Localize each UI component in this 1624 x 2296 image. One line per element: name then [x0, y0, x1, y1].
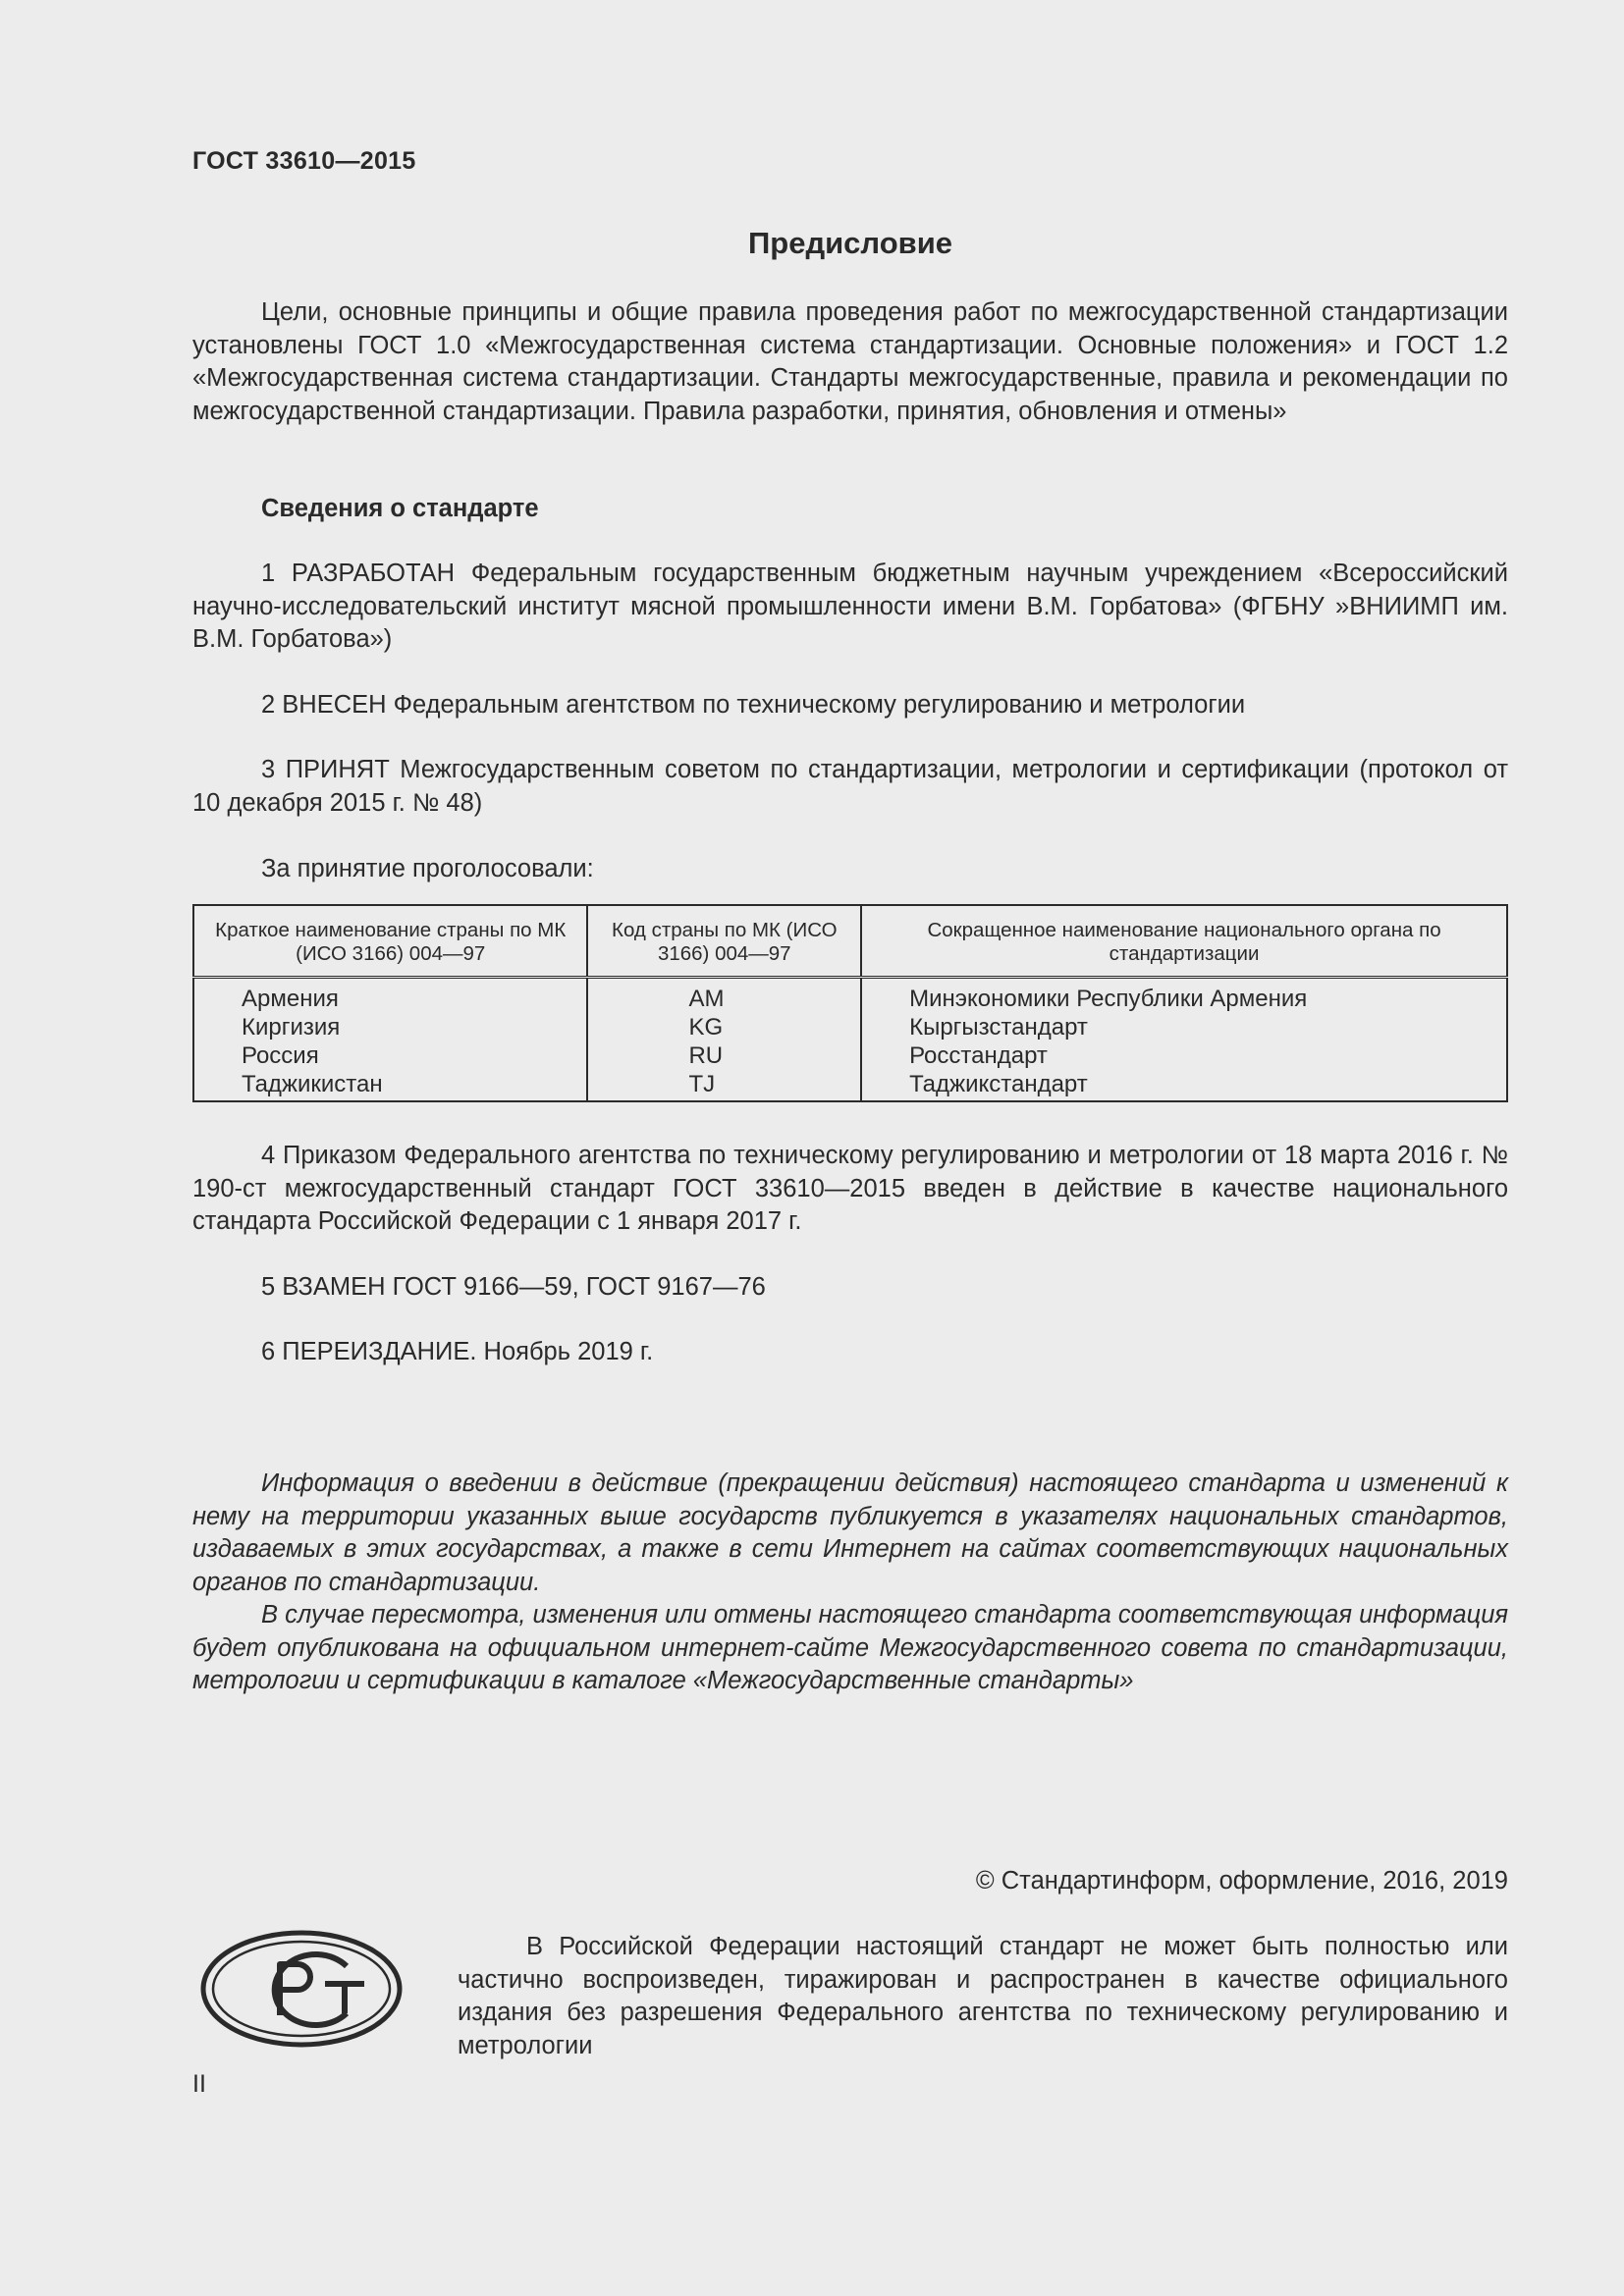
- table-cell: Армения: [242, 986, 339, 1012]
- info-paragraph-1: Информация о введении в действие (прекращении действия) настоящего стандарта и изменений к нему на территории указанных выше государств публикуется в указателях национальных стандартов, издаваемых в этих государствах, а также в сети Интернет на сайтах соответствующих национальных органов по стандартизации.: [192, 1469, 1508, 1596]
- table-cell: AM: [688, 986, 725, 1012]
- table-body-row: [193, 978, 1507, 1102]
- page-number: II: [192, 2070, 206, 2098]
- page-title: Предисловие: [747, 226, 952, 260]
- item-2-introduced: 2 ВНЕСЕН Федеральным агентством по техническому регулированию и метрологии: [261, 691, 1246, 719]
- table-cell: TJ: [688, 1071, 716, 1097]
- info-paragraph-2: В случае пересмотра, изменения или отмены настоящего стандарта соответствующая информация будет опубликована на официальном интернет-сайте Межгосударственного совета по стандартизации, метрологии и сертификации в каталоге «Межгосударственные стандарты»: [192, 1601, 1508, 1694]
- table-cell: RU: [688, 1042, 724, 1069]
- reproduction-notice: В Российской Федерации настоящий стандарт не может быть полностью или частично воспроизведен, тиражирован и распространен в качестве официального издания без разрешения Федерального агентства по техническому регулированию и метрологии: [458, 1933, 1508, 2059]
- item-6-reissue: 6 ПЕРЕИЗДАНИЕ. Ноябрь 2019 г.: [261, 1338, 654, 1365]
- table-cell: Минэкономики Республики Армения: [909, 986, 1308, 1012]
- item-1-developed: 1 РАЗРАБОТАН Федеральным государственным бюджетным научным учреждением «Всероссийский научно-исследовательский институт мясной промышленности имени В.М. Горбатова» (ФГБНУ »ВНИИМП им. В.М. Горбатова»): [192, 560, 1508, 653]
- voted-label: За принятие проголосовали:: [261, 855, 594, 882]
- item-5-replaces: 5 ВЗАМЕН ГОСТ 9166—59, ГОСТ 9167—76: [261, 1273, 766, 1301]
- table-header-country-code: Код страны по МК (ИСО 3166) 004—97: [587, 905, 861, 978]
- table-header-country-name: Краткое наименование страны по МК (ИСО 3166) 004—97: [193, 905, 587, 978]
- table-cell: Россия: [242, 1042, 319, 1069]
- rst-certification-mark-icon: [199, 1929, 404, 2049]
- table-header-standards-body: Сокращенное наименование национального органа по стандартизации: [861, 905, 1507, 978]
- standard-code: ГОСТ 33610—2015: [192, 147, 416, 175]
- table-cell: KG: [688, 1014, 724, 1041]
- copyright-line: © Стандартинформ, оформление, 2016, 2019: [975, 1867, 1508, 1895]
- table-header-row: [193, 905, 1507, 978]
- table-column-standards-bodies: [861, 978, 1507, 1102]
- table-column-country-codes: [587, 978, 861, 1102]
- item-3-adopted: 3 ПРИНЯТ Межгосударственным советом по стандартизации, метрологии и сертификации (протокол от 10 декабря 2015 г. № 48): [192, 756, 1508, 817]
- section-heading: Сведения о стандарте: [261, 495, 539, 522]
- voting-countries-table: [192, 904, 1508, 1102]
- table-cell: Таджикистан: [242, 1071, 383, 1097]
- table-column-country-names: [193, 978, 587, 1102]
- table-cell: Таджикстандарт: [909, 1071, 1088, 1097]
- table-cell: Росстандарт: [909, 1042, 1048, 1069]
- intro-paragraph: Цели, основные принципы и общие правила проведения работ по межгосударственной стандартизации установлены ГОСТ 1.0 «Межгосударственная система стандартизации. Основные положения» и ГОСТ 1.2 «Межгосударственная система стандартизации. Стандарты межгосударственные, правила и рекомендации по межгосударственной стандартизации. Правила разработки, принятия, обновления и отмены»: [192, 298, 1508, 425]
- item-4-order: 4 Приказом Федерального агентства по техническому регулированию и метрологии от 18 марта 2016 г. № 190-ст межгосударственный стандарт ГОСТ 33610—2015 введен в действие в качестве национального стандарта Российской Федерации с 1 января 2017 г.: [192, 1142, 1508, 1235]
- table-cell: Киргизия: [242, 1014, 341, 1041]
- table-cell: Кыргызстандарт: [909, 1014, 1088, 1041]
